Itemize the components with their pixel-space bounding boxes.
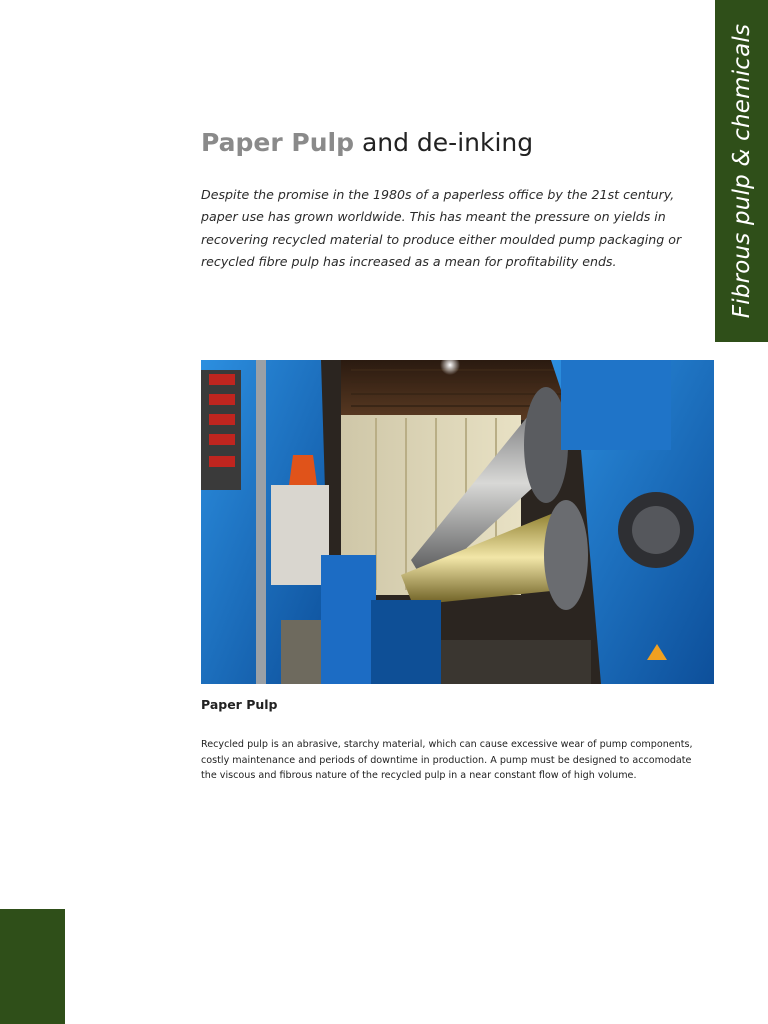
page-title [201,128,533,157]
side-tab-label: Fibrous pulp & chemicals [728,23,755,319]
bottom-accent-block [0,909,65,1024]
section-caption: Paper Pulp [201,697,278,712]
machinery-photo [201,360,714,684]
intro-paragraph: Despite the promise in the 1980s of a paperless office by the 21st century, paper use has grown worldwide. This has meant the pressure on yields in recovering recycled material to produce either moulded pump packaging or recycled fibre pulp has increased as a mean for profitability ends. [201,187,682,269]
page-title-rest: and de-inking [361,128,534,157]
page-title-accent: Paper Pulp [201,128,354,157]
section-body: Recycled pulp is an abrasive, starchy material, which can cause excessive wear of pump components, costly maintenance and periods of downtime in production. A pump must be designed to accomodate the viscous and fibrous nature of the recycled pulp in a near constant flow of high volume. [201,739,693,782]
side-tab [715,0,768,342]
